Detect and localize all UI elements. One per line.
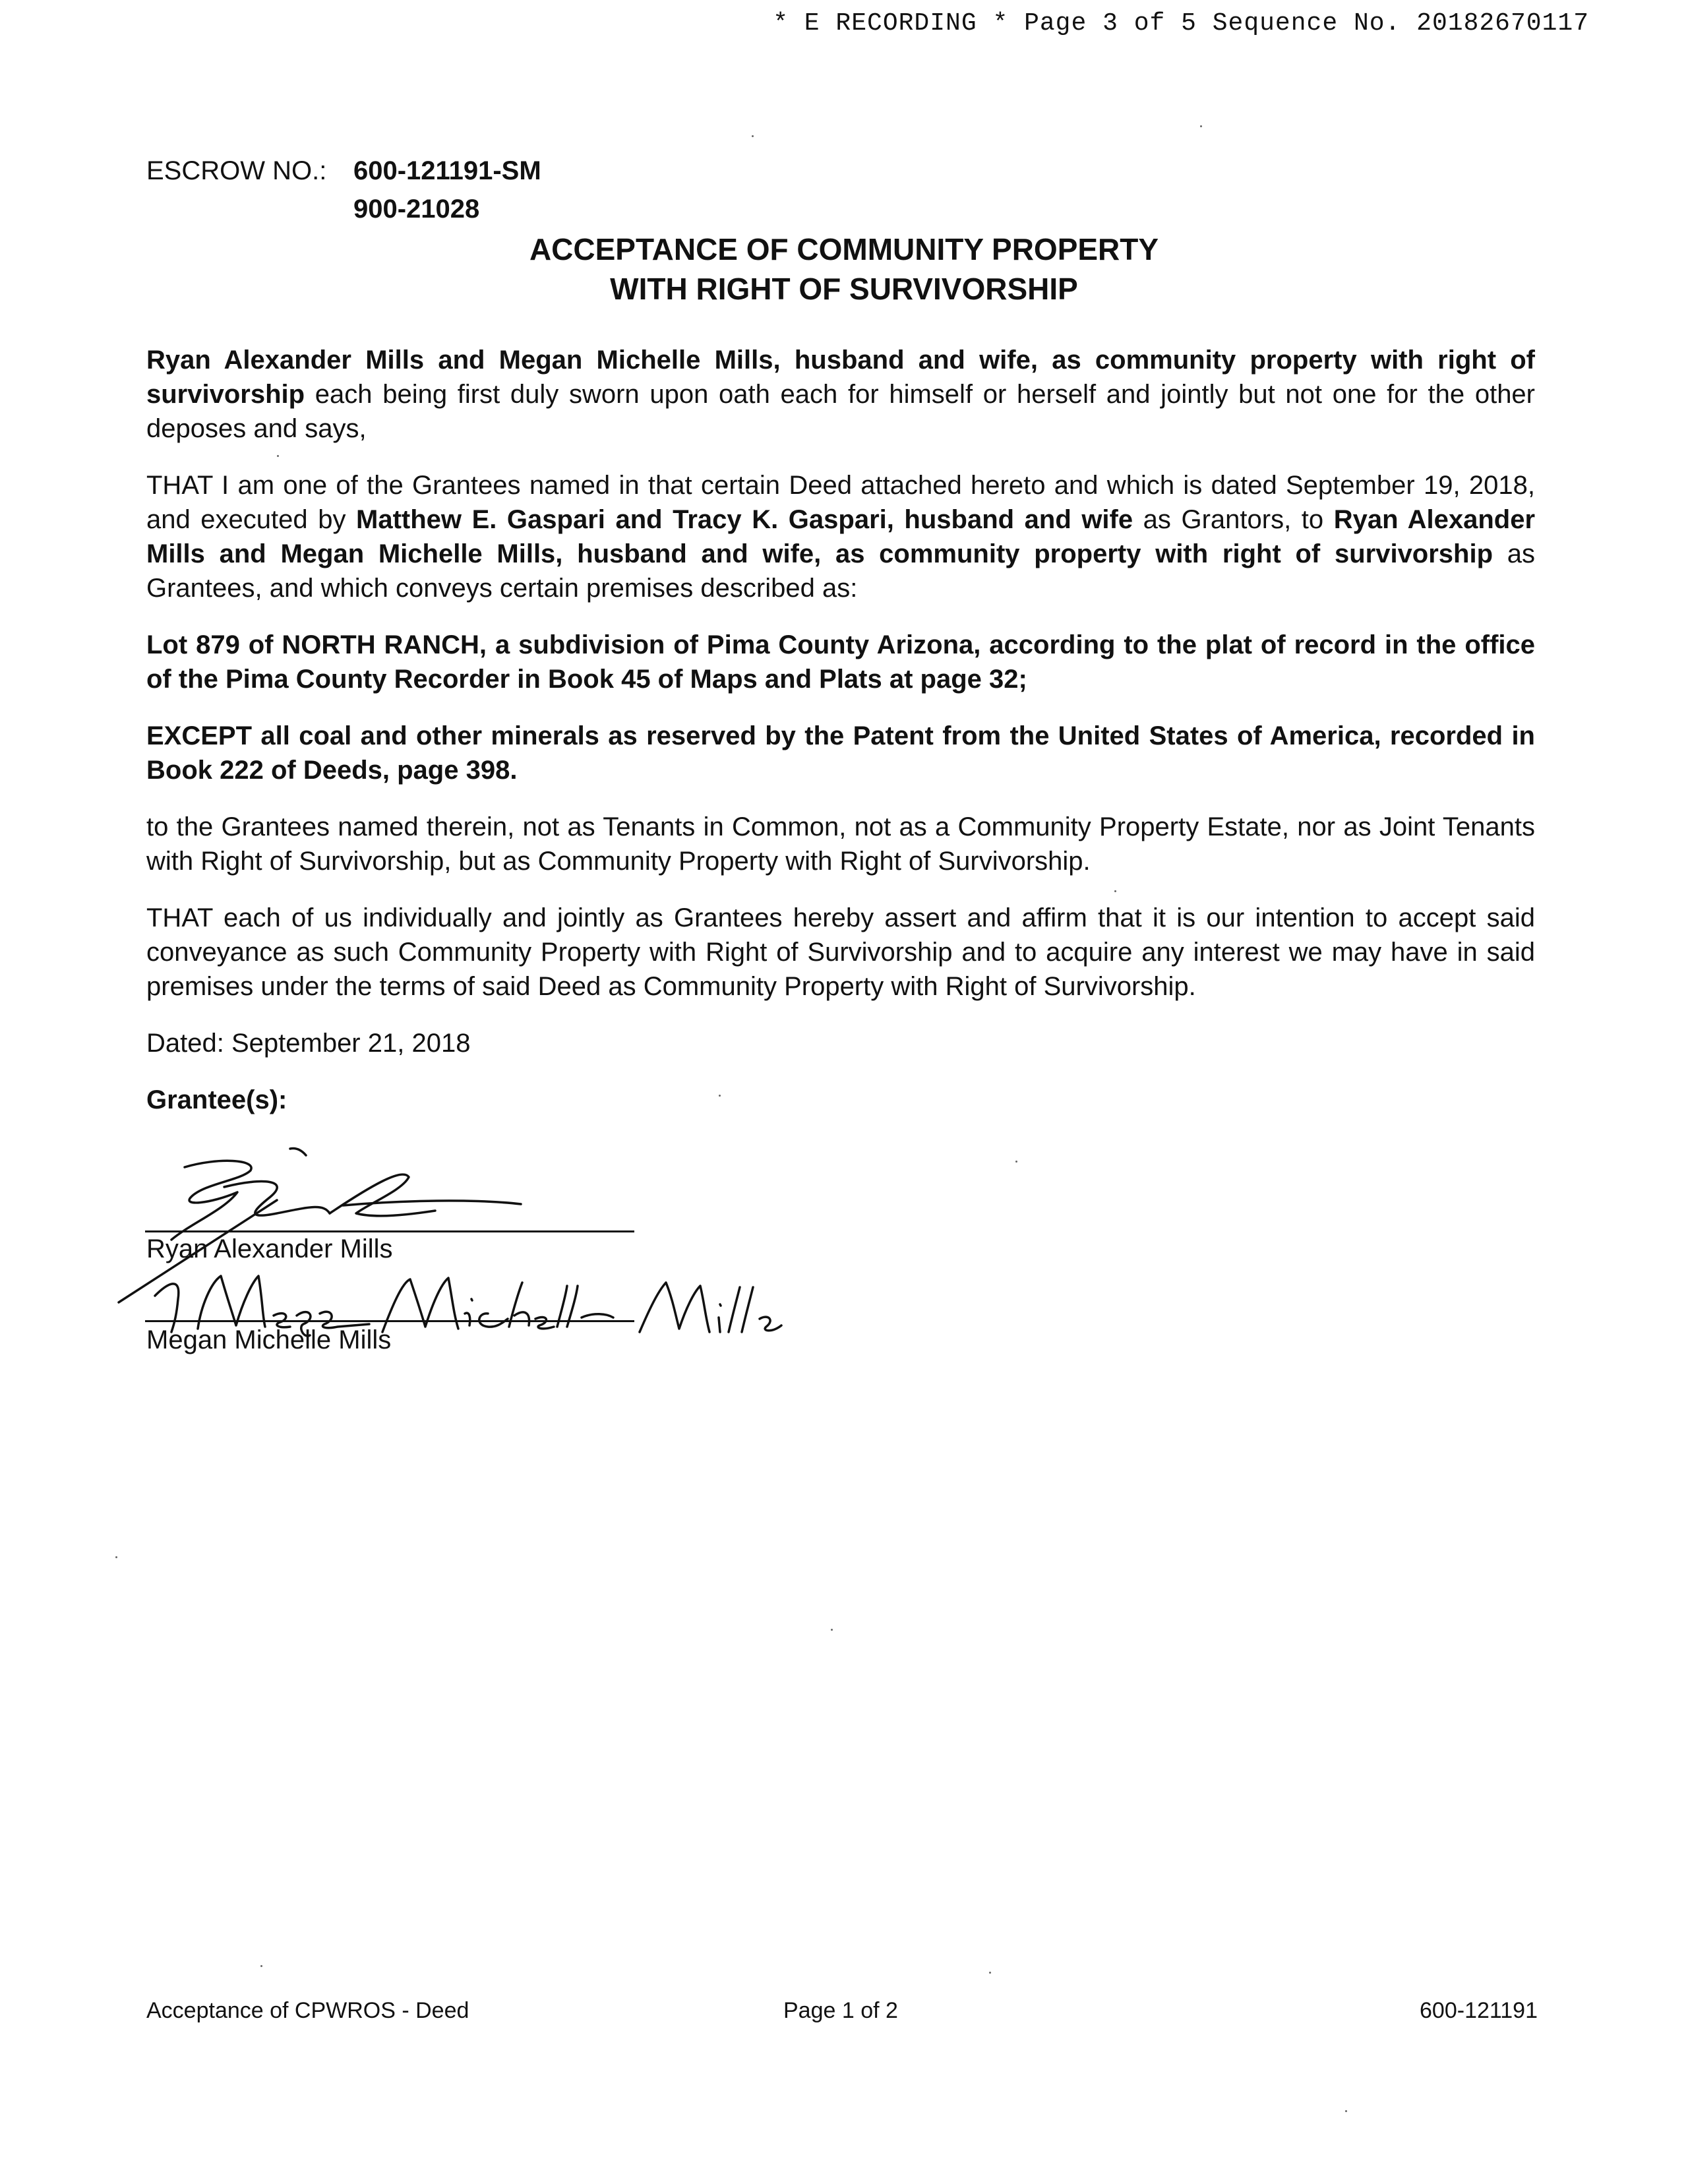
- scan-speck: [1015, 1161, 1017, 1163]
- paragraph-legal-description: Lot 879 of NORTH RANCH, a subdivision of Pima County Arizona, according to the plat of record in the office of the Pima County Recorder in Book 45 of Maps and Plats at page 32;: [146, 630, 1535, 694]
- paragraph-tenancy: to the Grantees named therein, not as Tenants in Common, not as a Community Property Estate, nor as Joint Tenants with Right of Survivorship, but as Community Property with Right of Survivorship.: [146, 812, 1535, 876]
- affiants-names: Ryan Alexander Mills and Megan Michelle Mills, husband and wife, as community property with right of survivorship: [146, 346, 1535, 409]
- signature-line-1: [145, 1230, 634, 1232]
- scan-speck: [1345, 2110, 1347, 2112]
- dated-line: Dated: September 21, 2018: [146, 1029, 471, 1058]
- escrow-label: ESCROW NO.:: [146, 156, 327, 185]
- paragraph-deed-reference: [146, 468, 1535, 605]
- scan-speck: [1114, 890, 1116, 892]
- escrow-block: [146, 152, 541, 228]
- signature-block: [92, 1141, 818, 1378]
- escrow-number-secondary: 900-21028: [353, 195, 480, 224]
- grantees-names: Ryan Alexander Mills and Megan Michelle Mills, husband and wife, as community property with right of survivorship: [146, 505, 1536, 568]
- footer-right: 600-121191: [1420, 1998, 1538, 2023]
- scan-speck: [260, 1965, 262, 1967]
- deed-text-b: as Grantors, to: [1133, 505, 1334, 534]
- footer-left: Acceptance of CPWROS - Deed: [146, 1998, 469, 2023]
- deed-text-a: THAT I am one of the Grantees named in that certain Deed attached hereto and which is dated September 19, 2018, and executed by: [146, 471, 1535, 534]
- scan-speck: [752, 135, 754, 137]
- scan-speck: [115, 1556, 117, 1558]
- title-line-1: ACCEPTANCE OF COMMUNITY PROPERTY: [529, 232, 1159, 266]
- escrow-number-primary: 600-121191-SM: [353, 156, 541, 185]
- recording-header: * E RECORDING * Page 3 of 5 Sequence No. 20182670117: [773, 9, 1589, 38]
- scan-speck: [719, 1095, 721, 1097]
- affiants-text: each being first duly sworn upon oath each for himself or herself and jointly but not one for the other deposes and says,: [146, 380, 1535, 443]
- signer-name-1: Ryan Alexander Mills: [146, 1234, 393, 1263]
- signature-line-2: [145, 1320, 634, 1322]
- signer-name-2: Megan Michelle Mills: [146, 1325, 392, 1354]
- scan-speck: [989, 1972, 991, 1974]
- deed-text-c: as Grantees, and which conveys certain premises described as:: [146, 539, 1536, 603]
- scan-speck: [277, 455, 279, 457]
- scan-speck: [831, 1629, 833, 1631]
- grantees-label: Grantee(s):: [146, 1085, 287, 1114]
- paragraph-affiants: [146, 343, 1535, 446]
- footer-page-number: Page 1 of 2: [783, 1998, 898, 2023]
- paragraph-mineral-exception: EXCEPT all coal and other minerals as reserved by the Patent from the United States of America, recorded in Book 222 of Deeds, page 398.: [146, 721, 1535, 785]
- document-body: [146, 343, 1535, 1139]
- paragraph-affirmation: THAT each of us individually and jointly as Grantees hereby assert and affirm that it is our intention to accept said conveyance as such Community Property with Right of Survivorship and to acquire any interest we may have in said premises under the terms of said Deed as Community Property with Right of Survivorship.: [146, 903, 1535, 1001]
- scan-speck: [1200, 125, 1202, 127]
- document-title: [0, 229, 1688, 309]
- grantors-names: Matthew E. Gaspari and Tracy K. Gaspari, husband and wife: [356, 505, 1133, 534]
- title-line-2: WITH RIGHT OF SURVIVORSHIP: [610, 272, 1078, 306]
